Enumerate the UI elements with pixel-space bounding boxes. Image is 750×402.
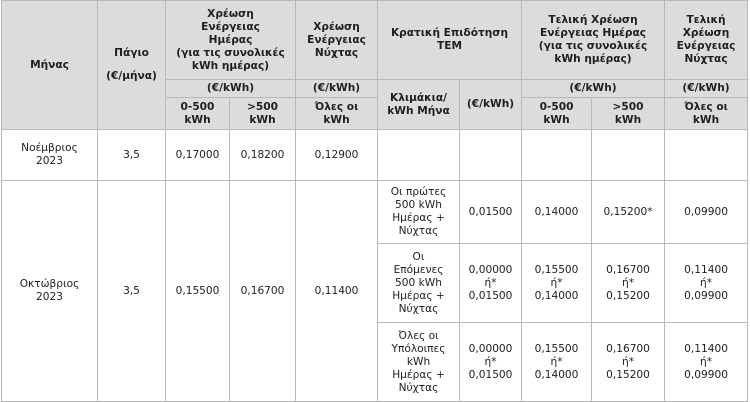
cell-empty xyxy=(460,130,522,181)
cell-scale-rest: Όλες οι Υπόλοιπες kWh Ημέρας + Νύχτας xyxy=(378,323,460,402)
cell-final-low-first: 0,14000 xyxy=(522,181,592,244)
table-row-october-1 xyxy=(2,181,748,244)
cell-subsidy-next: 0,00000 ή* 0,01500 xyxy=(460,244,522,323)
header-day-tier-low: 0-500 kWh xyxy=(166,98,230,130)
header-night-unit: (€/kWh) xyxy=(296,80,378,98)
cell-empty xyxy=(665,130,748,181)
cell-fee-october: 3,5 xyxy=(98,181,166,402)
header-night-all: Όλες οι kWh xyxy=(296,98,378,130)
tariff-table xyxy=(1,0,748,402)
cell-final-low-next: 0,15500 ή* 0,14000 xyxy=(522,244,592,323)
header-subsidy-unit: (€/kWh) xyxy=(460,80,522,130)
header-final-tier-high: >500 kWh xyxy=(592,98,665,130)
cell-day-low-october: 0,15500 xyxy=(166,181,230,402)
cell-day-low-november: 0,17000 xyxy=(166,130,230,181)
cell-final-high-rest: 0,16700 ή* 0,15200 xyxy=(592,323,665,402)
header-row-1 xyxy=(2,1,748,80)
cell-night-october: 0,11400 xyxy=(296,181,378,402)
header-subsidy: Κρατική Επιδότηση ΤΕΜ xyxy=(378,1,522,80)
header-fee-label: Πάγιο xyxy=(114,47,149,59)
cell-empty xyxy=(522,130,592,181)
header-month-label: Μήνας xyxy=(30,58,69,71)
header-fee-unit: (€/μήνα) xyxy=(106,70,157,82)
cell-month-october: Οκτώβριος 2023 xyxy=(2,181,98,402)
header-final-night-unit: (€/kWh) xyxy=(665,80,748,98)
header-final-day: Τελική Χρέωση Ενέργειας Ημέρας (για τις συνολικές kWh ημέρας) xyxy=(522,1,665,80)
cell-month-november: Νοέμβριος 2023 xyxy=(2,130,98,181)
cell-final-low-rest: 0,15500 ή* 0,14000 xyxy=(522,323,592,402)
header-fee xyxy=(98,1,166,130)
header-month xyxy=(2,1,98,130)
cell-final-night-first: 0,09900 xyxy=(665,181,748,244)
cell-fee-november: 3,5 xyxy=(98,130,166,181)
cell-night-november: 0,12900 xyxy=(296,130,378,181)
cell-subsidy-first: 0,01500 xyxy=(460,181,522,244)
cell-scale-next: Οι Επόμενες 500 kWh Ημέρας + Νύχτας xyxy=(378,244,460,323)
table-row-november xyxy=(2,130,748,181)
header-day-charge: Χρέωση Ενέργειας Ημέρας (για τις συνολικές kWh ημέρας) xyxy=(166,1,296,80)
header-day-unit: (€/kWh) xyxy=(166,80,296,98)
cell-scale-first: Οι πρώτες 500 kWh Ημέρας + Νύχτας xyxy=(378,181,460,244)
cell-empty xyxy=(378,130,460,181)
header-final-tier-low: 0-500 kWh xyxy=(522,98,592,130)
header-final-day-unit: (€/kWh) xyxy=(522,80,665,98)
header-final-night: Τελική Χρέωση Ενέργειας Νύχτας xyxy=(665,1,748,80)
cell-day-high-november: 0,18200 xyxy=(230,130,296,181)
cell-subsidy-rest: 0,00000 ή* 0,01500 xyxy=(460,323,522,402)
tariff-table-container xyxy=(1,0,748,402)
header-night-charge: Χρέωση Ενέργειας Νύχτας xyxy=(296,1,378,80)
cell-empty xyxy=(592,130,665,181)
cell-final-night-next: 0,11400 ή* 0,09900 xyxy=(665,244,748,323)
cell-final-high-next: 0,16700 ή* 0,15200 xyxy=(592,244,665,323)
cell-day-high-october: 0,16700 xyxy=(230,181,296,402)
header-final-night-all: Όλες οι kWh xyxy=(665,98,748,130)
cell-final-night-rest: 0,11400 ή* 0,09900 xyxy=(665,323,748,402)
header-day-tier-high: >500 kWh xyxy=(230,98,296,130)
cell-final-high-first: 0,15200* xyxy=(592,181,665,244)
header-scale: Κλιμάκια/ kWh Μήνα xyxy=(378,80,460,130)
